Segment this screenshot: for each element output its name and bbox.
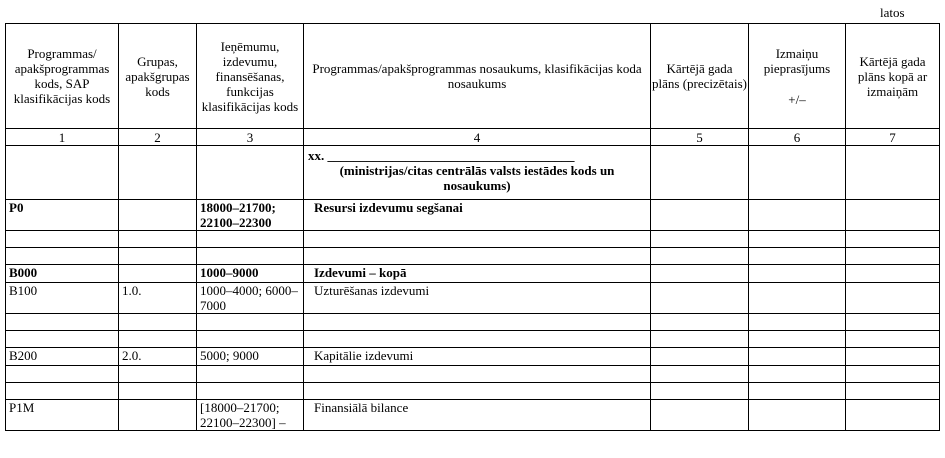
table-cell: 5000; 9000 xyxy=(197,348,304,366)
table-cell xyxy=(846,314,940,331)
table-cell xyxy=(304,231,651,248)
table-cell xyxy=(749,248,846,265)
table-cell xyxy=(651,248,749,265)
table-cell xyxy=(749,348,846,366)
table-row xyxy=(6,400,940,431)
table-cell xyxy=(651,383,749,400)
column-number: 7 xyxy=(846,129,940,146)
table-cell xyxy=(197,231,304,248)
table-cell xyxy=(304,383,651,400)
table-cell xyxy=(119,200,197,231)
column-number: 4 xyxy=(304,129,651,146)
table-cell xyxy=(846,400,940,431)
table-cell xyxy=(119,265,197,283)
table-cell xyxy=(651,200,749,231)
ministry-cell xyxy=(304,146,651,200)
table-cell xyxy=(749,200,846,231)
table-row xyxy=(6,283,940,314)
table-cell: Uzturēšanas izdevumi xyxy=(304,283,651,314)
table-cell xyxy=(304,248,651,265)
table-row xyxy=(6,265,940,283)
table-row xyxy=(6,383,940,400)
table-cell xyxy=(749,383,846,400)
column-number: 2 xyxy=(119,129,197,146)
header-change-request xyxy=(749,24,846,129)
table-cell: 1000–9000 xyxy=(197,265,304,283)
header-classification-code: Ieņēmumu, izdevumu, finansēšanas, funkcijas klasifikācijas kods xyxy=(197,24,304,129)
table-cell xyxy=(846,265,940,283)
table-cell xyxy=(197,383,304,400)
table-cell xyxy=(749,366,846,383)
table-cell xyxy=(749,146,846,200)
table-cell: P1M xyxy=(6,400,119,431)
table-cell xyxy=(119,400,197,431)
ministry-line: xx. ______________________________________ xyxy=(308,148,575,163)
table-cell xyxy=(749,314,846,331)
table-cell xyxy=(749,265,846,283)
table-cell xyxy=(119,383,197,400)
table-cell xyxy=(197,248,304,265)
table-cell xyxy=(651,348,749,366)
table-cell xyxy=(651,146,749,200)
table-cell xyxy=(749,283,846,314)
table-cell xyxy=(651,314,749,331)
table-row xyxy=(6,200,940,231)
table-cell: 1.0. xyxy=(119,283,197,314)
table-row xyxy=(6,231,940,248)
table-row xyxy=(6,366,940,383)
table-cell xyxy=(846,248,940,265)
table-cell xyxy=(651,331,749,348)
table-cell xyxy=(119,146,197,200)
table-cell xyxy=(651,231,749,248)
table-cell xyxy=(119,366,197,383)
header-group-code: Grupas, apakšgrupas kods xyxy=(119,24,197,129)
table-cell xyxy=(119,331,197,348)
column-number: 1 xyxy=(6,129,119,146)
ministry-caption: (ministrijas/citas centrālās valsts iestādes kods un nosaukums) xyxy=(339,163,615,193)
table-cell xyxy=(6,331,119,348)
table-cell xyxy=(651,265,749,283)
table-cell xyxy=(119,248,197,265)
table-cell xyxy=(846,366,940,383)
table-cell xyxy=(651,283,749,314)
table-cell xyxy=(197,366,304,383)
table-cell: B100 xyxy=(6,283,119,314)
table-cell xyxy=(846,383,940,400)
header-current-plan: Kārtējā gada plāns (precizētais) xyxy=(651,24,749,129)
table-cell xyxy=(304,314,651,331)
table-cell xyxy=(197,314,304,331)
table-row xyxy=(6,331,940,348)
table-cell: [18000–21700; 22100–22300] – xyxy=(197,400,304,431)
table-cell: B200 xyxy=(6,348,119,366)
table-cell xyxy=(6,366,119,383)
column-number: 6 xyxy=(749,129,846,146)
header-change-request-label: Izmaiņu pieprasījums xyxy=(763,45,831,76)
table-cell: 18000–21700; 22100–22300 xyxy=(197,200,304,231)
table-cell: Resursi izdevumu segšanai xyxy=(304,200,651,231)
table-cell xyxy=(846,231,940,248)
table-cell xyxy=(197,146,304,200)
table-cell xyxy=(6,146,119,200)
table-cell xyxy=(651,366,749,383)
header-row xyxy=(6,24,940,129)
table-cell: P0 xyxy=(6,200,119,231)
table-cell: 2.0. xyxy=(119,348,197,366)
table-cell xyxy=(846,348,940,366)
table-cell xyxy=(749,231,846,248)
unit-label: latos xyxy=(880,5,905,20)
table-cell xyxy=(846,146,940,200)
column-number: 5 xyxy=(651,129,749,146)
table-cell xyxy=(119,231,197,248)
table-cell xyxy=(6,231,119,248)
header-program-code: Programmas/ apakšprogrammas kods, SAP klasifikācijas kods xyxy=(6,24,119,129)
ministry-row xyxy=(6,146,940,200)
header-program-name: Programmas/apakšprogrammas nosaukums, klasifikācijas koda nosaukums xyxy=(304,24,651,129)
column-number-row xyxy=(6,129,940,146)
table-cell: Izdevumi – kopā xyxy=(304,265,651,283)
table-cell: B000 xyxy=(6,265,119,283)
table-cell xyxy=(651,400,749,431)
table-cell: 1000–4000; 6000–7000 xyxy=(197,283,304,314)
table-row xyxy=(6,348,940,366)
budget-table xyxy=(5,23,940,431)
table-row xyxy=(6,248,940,265)
table-cell xyxy=(749,331,846,348)
table-cell xyxy=(6,383,119,400)
table-cell xyxy=(304,331,651,348)
table-cell xyxy=(846,200,940,231)
header-change-sign: +/– xyxy=(788,91,806,107)
table-cell xyxy=(304,366,651,383)
table-cell: Kapitālie izdevumi xyxy=(304,348,651,366)
column-number: 3 xyxy=(197,129,304,146)
header-plan-with-changes: Kārtējā gada plāns kopā ar izmaiņām xyxy=(846,24,940,129)
table-cell xyxy=(846,331,940,348)
table-cell xyxy=(6,314,119,331)
table-cell xyxy=(6,248,119,265)
table-cell xyxy=(197,331,304,348)
table-row xyxy=(6,314,940,331)
table-body xyxy=(6,146,940,431)
table-cell xyxy=(846,283,940,314)
table-cell xyxy=(119,314,197,331)
table-cell: Finansiālā bilance xyxy=(304,400,651,431)
table-cell xyxy=(749,400,846,431)
